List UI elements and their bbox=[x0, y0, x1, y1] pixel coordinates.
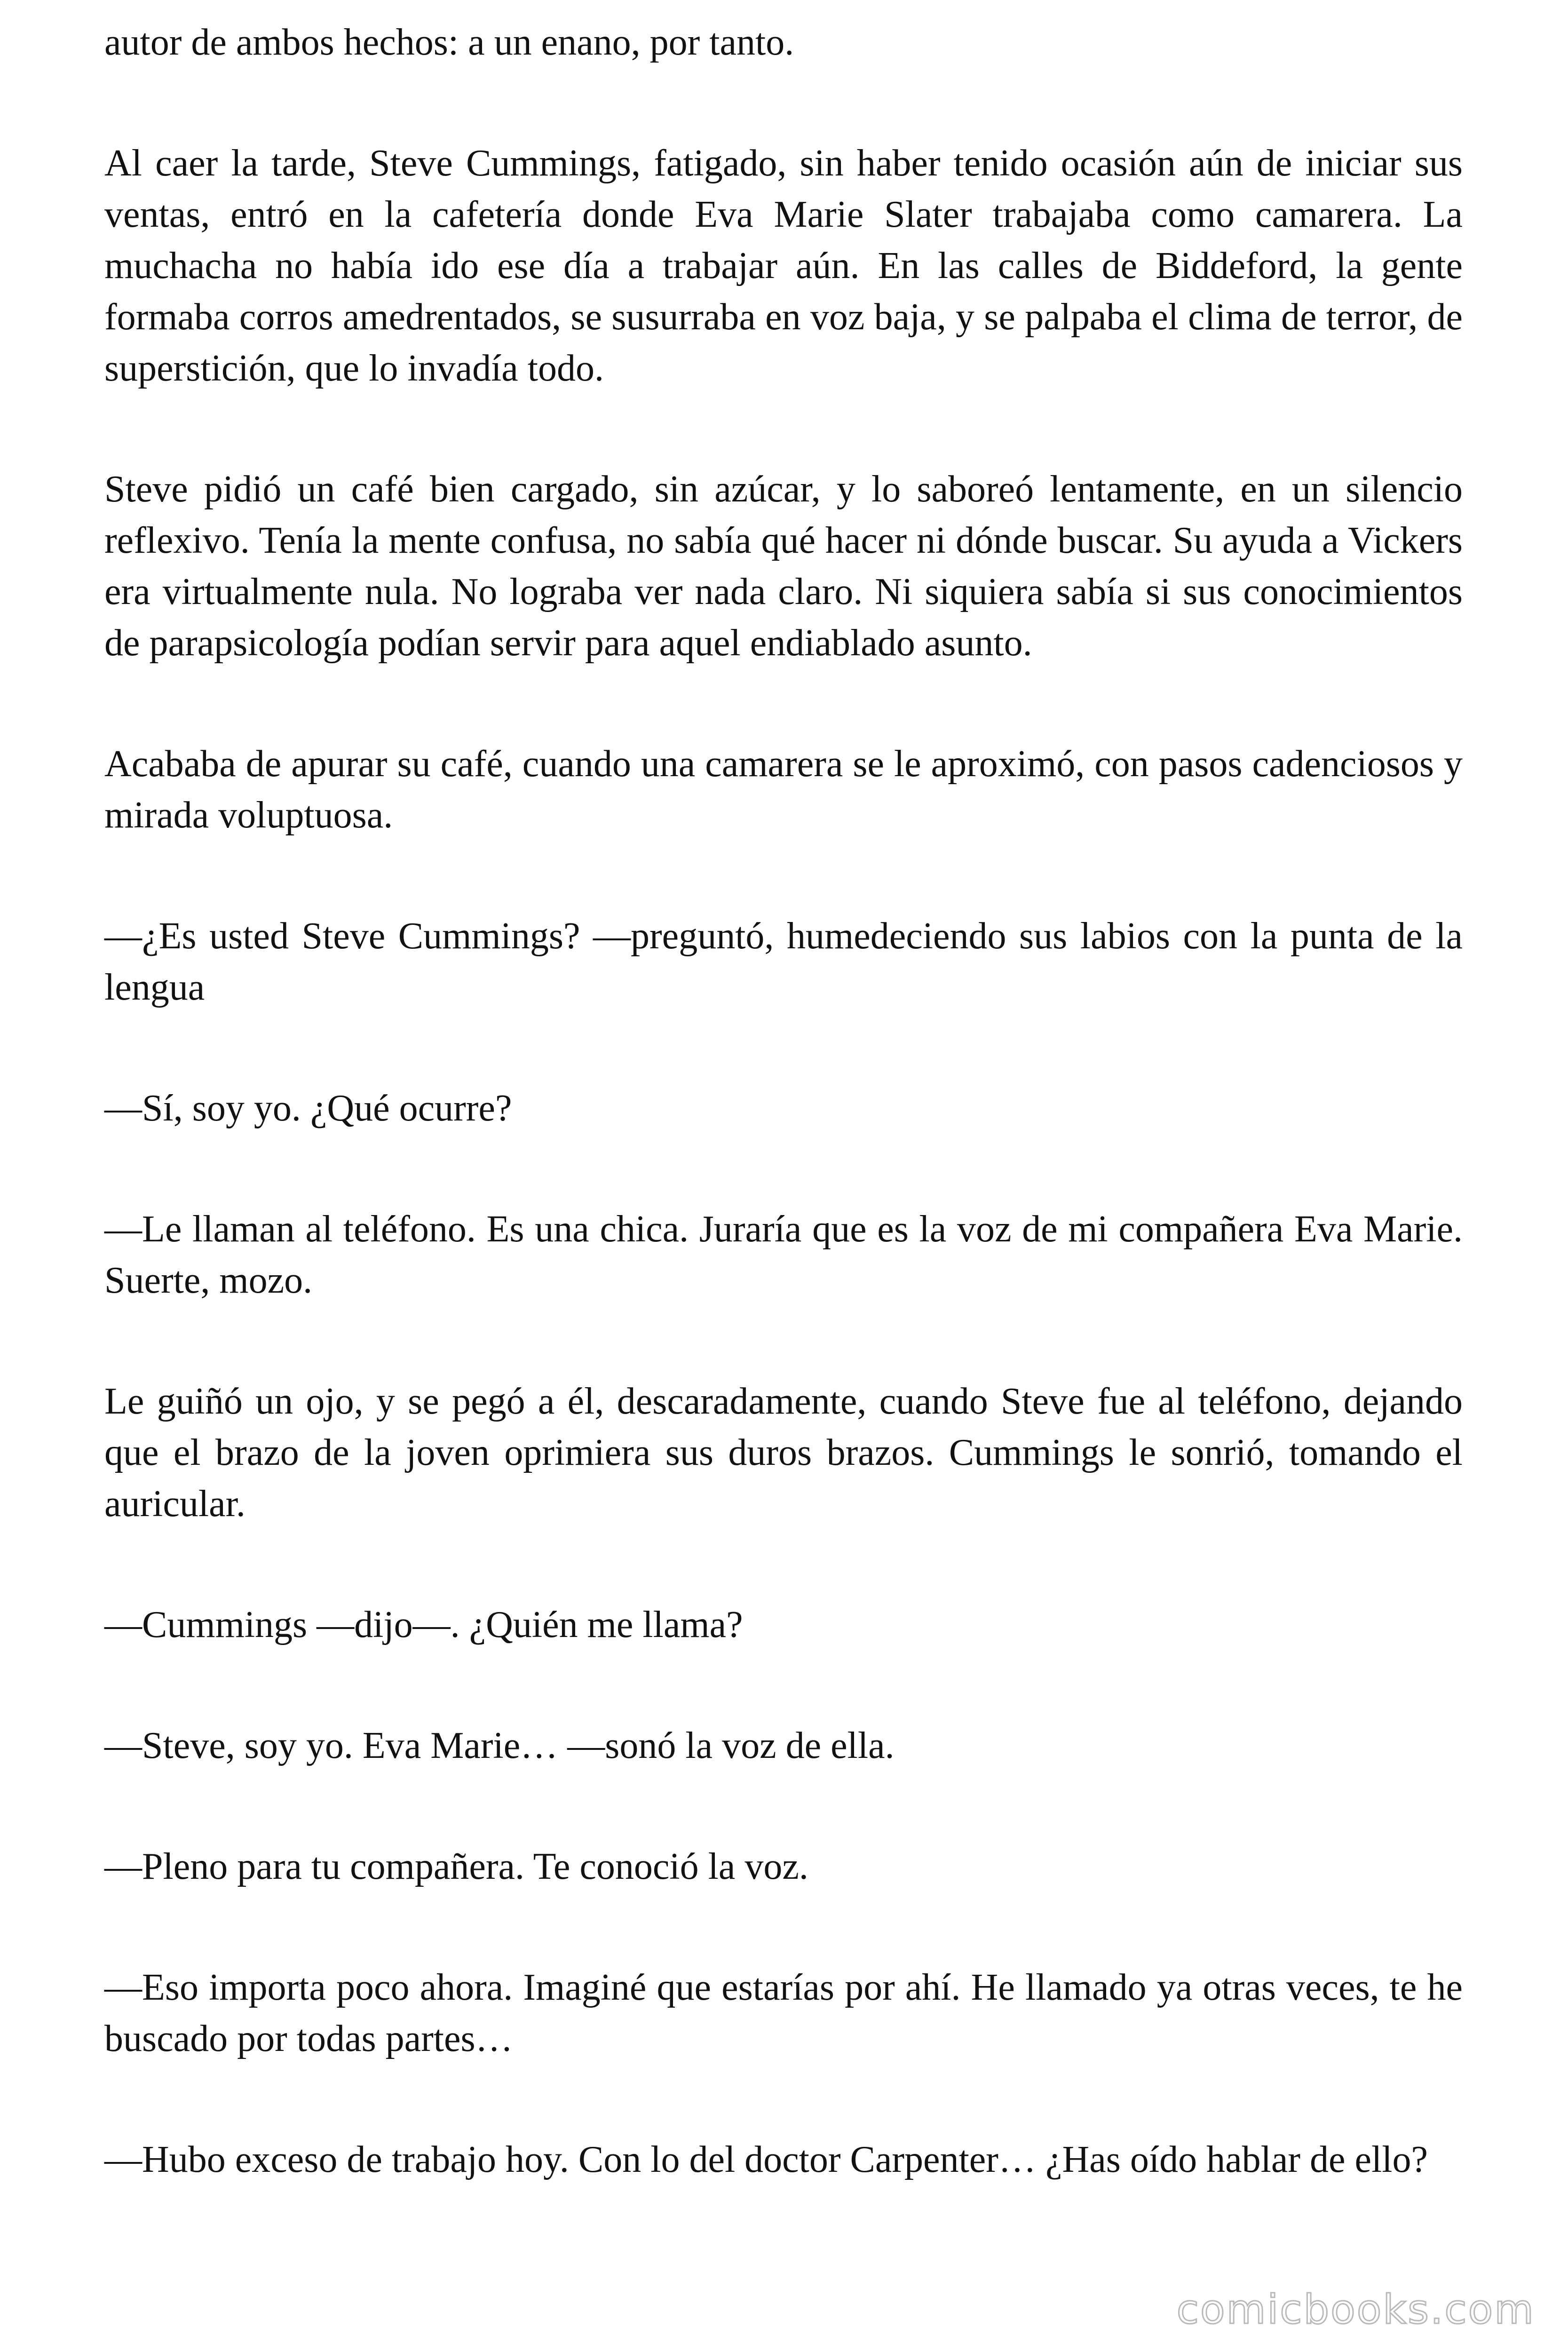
paragraph-1: autor de ambos hechos: a un enano, por tanto. bbox=[104, 22, 794, 63]
paragraph-4: Acababa de apurar su café, cuando una camarera se le aproximó, con pasos cadenciosos y mirada voluptuosa. bbox=[104, 743, 1463, 836]
paragraph-3: Steve pidió un café bien cargado, sin azúcar, y lo saboreó lentamente, en un silencio reflexivo. Tenía la mente confusa, no sabía qué hacer ni dónde buscar. Su ayuda a Vickers era virtualmente nula. No lograba ver nada claro. Ni siquiera sabía si sus conocimientos de parapsicología podían servir para aquel endiablado asunto. bbox=[104, 469, 1463, 664]
paragraph-9: —Cummings —dijo—. ¿Quién me llama? bbox=[104, 1604, 743, 1645]
paragraph-10: —Steve, soy yo. Eva Marie… —sonó la voz de ella. bbox=[104, 1725, 895, 1766]
paragraph-6: —Sí, soy yo. ¿Qué ocurre? bbox=[104, 1088, 512, 1129]
paragraph-12: —Eso importa poco ahora. Imaginé que estarías por ahí. He llamado ya otras veces, te he buscado por todas partes… bbox=[104, 1967, 1463, 2059]
paragraph-2: Al caer la tarde, Steve Cummings, fatigado, sin haber tenido ocasión aún de iniciar sus ventas, entró en la cafetería donde Eva Marie Slater trabajaba como camarera. La muchacha no había ido ese día a trabajar aún. En las calles de Biddeford, la gente formaba corros amedrentados, se susurraba en voz baja, y se palpaba el clima de terror, de superstición, que lo invadía todo. bbox=[104, 143, 1463, 389]
paragraph-7: —Le llaman al teléfono. Es una chica. Juraría que es la voz de mi compañera Eva Marie. Suerte, mozo. bbox=[104, 1208, 1463, 1301]
paragraph-13: —Hubo exceso de trabajo hoy. Con lo del doctor Carpenter… ¿Has oído hablar de ello? bbox=[104, 2139, 1428, 2180]
watermark: comicbooks.com bbox=[1176, 2286, 1535, 2333]
paragraph-8: Le guiñó un ojo, y se pegó a él, descaradamente, cuando Steve fue al teléfono, dejando que el brazo de la joven oprimiera sus duros brazos. Cummings le sonrió, tomando el auricular. bbox=[104, 1381, 1463, 1525]
page-text bbox=[104, 17, 1463, 2185]
paragraph-11: —Pleno para tu compañera. Te conoció la voz. bbox=[104, 1846, 808, 1887]
paragraph-5: —¿Es usted Steve Cummings? —preguntó, humedeciendo sus labios con la punta de la lengua bbox=[104, 915, 1463, 1008]
